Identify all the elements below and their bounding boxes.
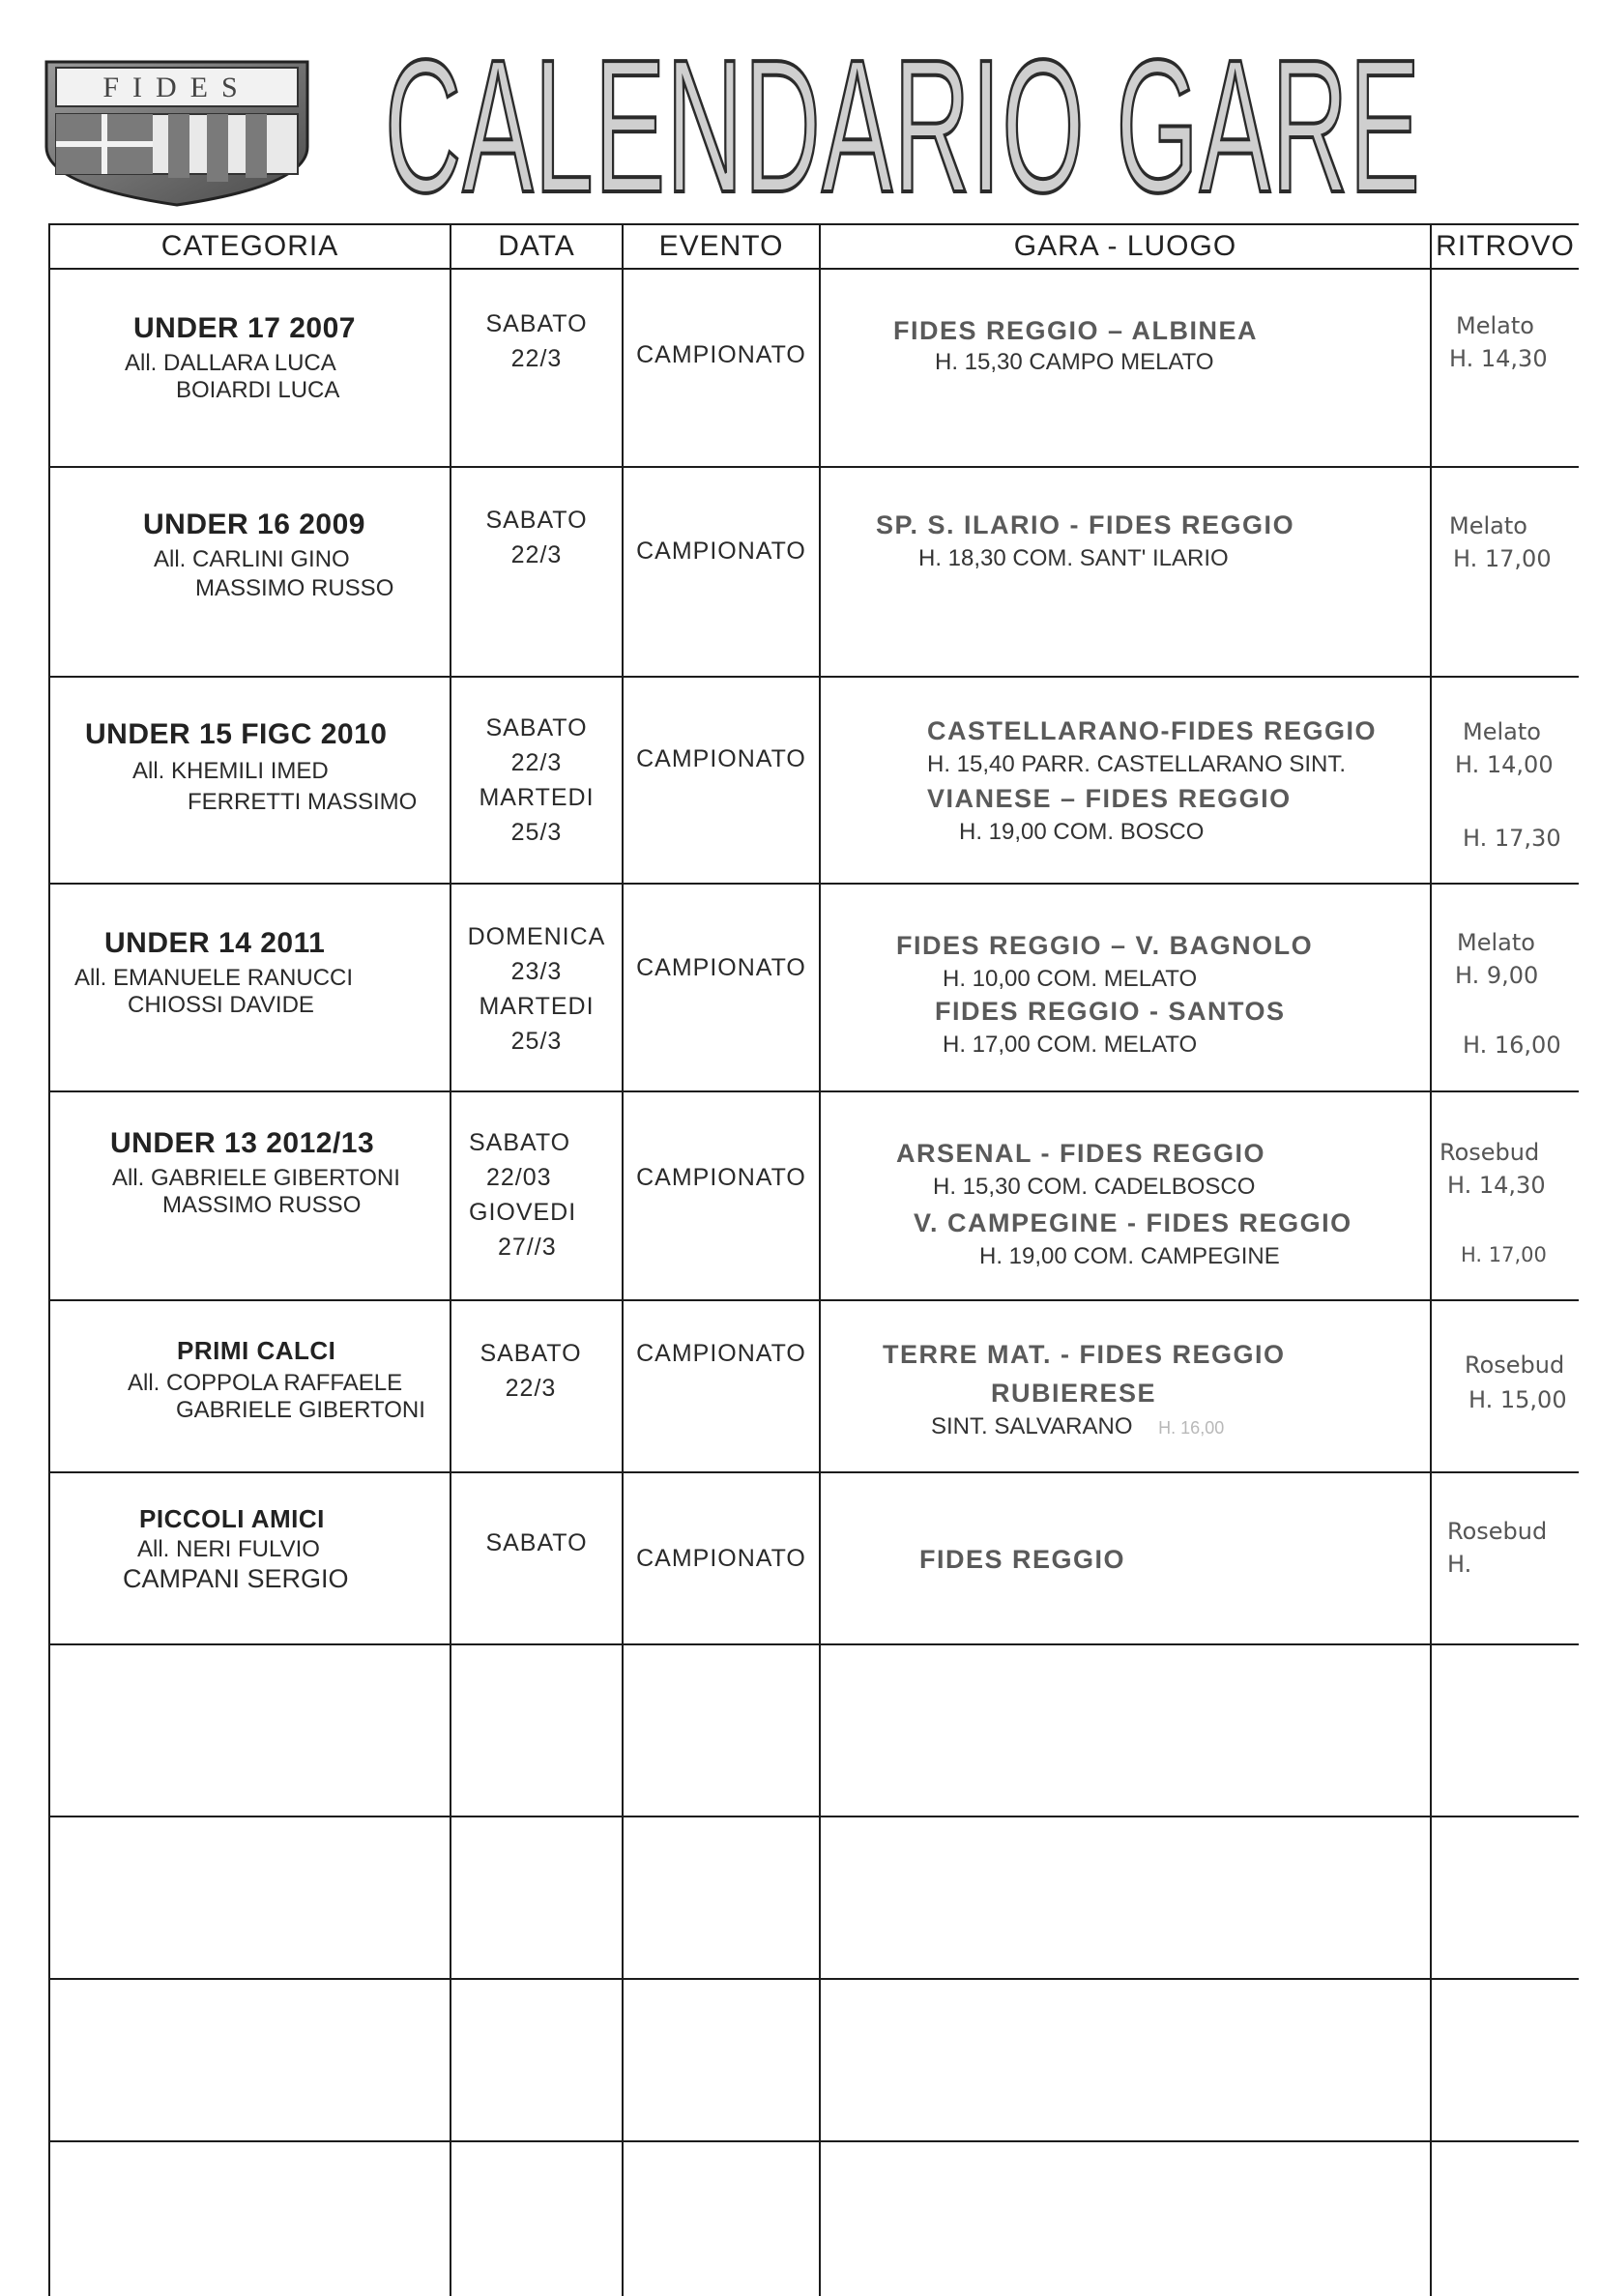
empty-cell xyxy=(1431,1816,1579,1979)
coach-line: MASSIMO RUSSO xyxy=(195,575,394,601)
match-cell xyxy=(820,467,1431,677)
empty-cell xyxy=(49,2141,451,2296)
event-cell xyxy=(623,884,820,1091)
empty-cell xyxy=(1431,2141,1579,2296)
meeting-time: H. 14,00 xyxy=(1455,751,1554,778)
meeting-time: H. xyxy=(1447,1551,1472,1578)
meeting-time: H. 16,00 xyxy=(1463,1032,1561,1059)
table-row xyxy=(49,1300,1579,1472)
empty-cell xyxy=(451,1816,623,1979)
date-value: 22/3 xyxy=(510,345,563,372)
category-cell xyxy=(49,467,451,677)
col-header-data: DATA xyxy=(451,224,623,269)
date-value: 22/3 xyxy=(510,541,563,568)
category-cell xyxy=(49,1472,451,1644)
category-cell xyxy=(49,1300,451,1472)
table-row xyxy=(49,1091,1579,1300)
match-detail: H. 18,30 COM. SANT' ILARIO xyxy=(918,545,1229,571)
meeting-place: Melato xyxy=(1449,512,1527,539)
category-cell xyxy=(49,1091,451,1300)
date-day: MARTEDI xyxy=(479,784,595,811)
empty-cell xyxy=(623,1816,820,1979)
event-label: CAMPIONATO xyxy=(636,1545,806,1572)
empty-cell xyxy=(49,1816,451,1979)
event-label: CAMPIONATO xyxy=(636,538,806,565)
event-cell xyxy=(623,269,820,467)
event-label: CAMPIONATO xyxy=(636,341,806,368)
date-value: 22/3 xyxy=(510,749,563,776)
event-cell xyxy=(623,1091,820,1300)
coach-line: GABRIELE GIBERTONI xyxy=(176,1397,425,1423)
match-title: SP. S. ILARIO - FIDES REGGIO xyxy=(876,510,1295,539)
meeting-place: Melato xyxy=(1463,718,1541,745)
match-cell xyxy=(820,269,1431,467)
match-title: TERRE MAT. - FIDES REGGIO xyxy=(883,1340,1286,1369)
coach-line: All. GABRIELE GIBERTONI xyxy=(112,1165,400,1191)
date-cell xyxy=(451,1091,623,1300)
header-row xyxy=(49,224,1579,269)
category-cell xyxy=(49,677,451,884)
coach-line: MASSIMO RUSSO xyxy=(162,1192,362,1218)
empty-cell xyxy=(1431,1644,1579,1816)
ritrovo-cell xyxy=(1431,884,1579,1091)
event-cell xyxy=(623,1472,820,1644)
meeting-time: H. 17,00 xyxy=(1453,545,1552,572)
col-header-gara-luogo: GARA - LUOGO xyxy=(820,224,1431,269)
date-value: 25/3 xyxy=(510,1028,563,1055)
date-value: 25/3 xyxy=(510,819,563,846)
empty-cell xyxy=(451,2141,623,2296)
meeting-time: H. 15,00 xyxy=(1468,1386,1567,1413)
meeting-place: Melato xyxy=(1456,312,1534,339)
ritrovo-cell xyxy=(1431,1472,1579,1644)
category-name: UNDER 17 2007 xyxy=(133,312,356,344)
event-cell xyxy=(623,1300,820,1472)
meeting-place: Melato xyxy=(1457,929,1535,956)
empty-row xyxy=(49,1979,1579,2141)
category-name: UNDER 13 2012/13 xyxy=(110,1127,375,1159)
match-detail: H. 15,30 COM. CADELBOSCO xyxy=(933,1174,1256,1200)
table-row xyxy=(49,884,1579,1091)
match-title: VIANESE – FIDES REGGIO xyxy=(927,784,1292,813)
match-cell xyxy=(820,1091,1431,1300)
col-header-evento: EVENTO xyxy=(623,224,820,269)
match-title: CASTELLARANO-FIDES REGGIO xyxy=(927,716,1378,745)
date-value: 22/3 xyxy=(505,1375,557,1402)
page-title: CALENDARIO GARE xyxy=(385,20,1421,232)
date-value: 23/3 xyxy=(510,958,563,985)
meeting-time: H. 17,30 xyxy=(1463,825,1561,852)
ritrovo-cell xyxy=(1431,1091,1579,1300)
date-day: SABATO xyxy=(485,1529,588,1556)
match-detail: H. 10,00 COM. MELATO xyxy=(943,966,1198,992)
coach-line: FERRETTI MASSIMO xyxy=(188,789,418,815)
empty-row xyxy=(49,1644,1579,1816)
match-detail: SINT. SALVARANO H. 16,00 xyxy=(931,1413,1225,1439)
meeting-time: H. 17,00 xyxy=(1461,1243,1547,1266)
table-row xyxy=(49,269,1579,467)
empty-cell xyxy=(49,1979,451,2141)
date-value: 27//3 xyxy=(498,1234,557,1261)
category-name: UNDER 14 2011 xyxy=(104,927,326,959)
coach-line: CHIOSSI DAVIDE xyxy=(128,992,314,1018)
date-value: 22/03 xyxy=(486,1164,552,1191)
coach-line: All. NERI FULVIO xyxy=(137,1536,320,1562)
category-name: PICCOLI AMICI xyxy=(139,1504,325,1533)
table-row xyxy=(49,677,1579,884)
meeting-time: H. 14,30 xyxy=(1447,1172,1546,1199)
event-label: CAMPIONATO xyxy=(636,954,806,981)
empty-cell xyxy=(820,1816,1431,1979)
ritrovo-cell xyxy=(1431,1300,1579,1472)
match-detail: H. 19,00 COM. CAMPEGINE xyxy=(979,1243,1280,1269)
coach-line: All. KHEMILI IMED xyxy=(132,758,329,784)
match-title: ARSENAL - FIDES REGGIO xyxy=(896,1139,1266,1168)
meeting-place: Rosebud xyxy=(1465,1351,1565,1379)
date-cell xyxy=(451,677,623,884)
empty-cell xyxy=(451,1979,623,2141)
empty-cell xyxy=(820,1644,1431,1816)
event-cell xyxy=(623,677,820,884)
match-title-line2: RUBIERESE xyxy=(991,1379,1157,1408)
coach-line: All. CARLINI GINO xyxy=(154,546,350,572)
empty-cell xyxy=(623,1979,820,2141)
coach-line: CAMPANI SERGIO xyxy=(123,1564,349,1593)
event-label: CAMPIONATO xyxy=(636,1164,806,1191)
logo-text: FIDES xyxy=(102,72,251,103)
category-name: UNDER 15 FIGC 2010 xyxy=(85,718,388,750)
date-day: SABATO xyxy=(485,714,588,741)
date-cell xyxy=(451,1300,623,1472)
col-header-ritrovo: RITROVO xyxy=(1431,224,1579,269)
date-cell xyxy=(451,1472,623,1644)
match-detail: H. 15,30 CAMPO MELATO xyxy=(935,349,1214,375)
date-day: SABATO xyxy=(469,1129,571,1156)
date-day: SABATO xyxy=(480,1340,582,1367)
coach-line: All. COPPOLA RAFFAELE xyxy=(128,1370,403,1396)
match-detail: H. 15,40 PARR. CASTELLARANO SINT. xyxy=(927,751,1347,777)
match-detail: H. 19,00 COM. BOSCO xyxy=(959,819,1205,845)
date-day: MARTEDI xyxy=(479,993,595,1020)
empty-row xyxy=(49,1816,1579,1979)
empty-row xyxy=(49,2141,1579,2296)
schedule-table xyxy=(48,223,1579,2296)
table-row xyxy=(49,467,1579,677)
date-cell xyxy=(451,467,623,677)
date-cell xyxy=(451,884,623,1091)
empty-cell xyxy=(623,2141,820,2296)
date-day: DOMENICA xyxy=(467,923,606,950)
meeting-place: Rosebud xyxy=(1439,1139,1540,1166)
meeting-time: H. 9,00 xyxy=(1455,962,1539,989)
coach-line: BOIARDI LUCA xyxy=(176,377,340,403)
match-title: FIDES REGGIO xyxy=(919,1545,1126,1574)
empty-cell xyxy=(820,2141,1431,2296)
empty-cell xyxy=(1431,1979,1579,2141)
club-logo xyxy=(43,58,311,207)
category-cell xyxy=(49,884,451,1091)
meeting-place: Rosebud xyxy=(1447,1518,1548,1545)
ritrovo-cell xyxy=(1431,677,1579,884)
match-cell xyxy=(820,677,1431,884)
event-cell xyxy=(623,467,820,677)
col-header-categoria: CATEGORIA xyxy=(49,224,451,269)
category-name: PRIMI CALCI xyxy=(177,1336,336,1365)
category-name: UNDER 16 2009 xyxy=(143,509,365,540)
date-day: SABATO xyxy=(485,310,588,337)
match-title: FIDES REGGIO – ALBINEA xyxy=(893,316,1259,345)
match-title: FIDES REGGIO – V. BAGNOLO xyxy=(896,931,1314,960)
match-title: FIDES REGGIO - SANTOS xyxy=(935,997,1286,1026)
empty-cell xyxy=(623,1644,820,1816)
meeting-time: H. 14,30 xyxy=(1449,345,1548,372)
match-cell xyxy=(820,1300,1431,1472)
empty-cell xyxy=(820,1979,1431,2141)
category-cell xyxy=(49,269,451,467)
match-title: V. CAMPEGINE - FIDES REGGIO xyxy=(914,1208,1352,1237)
coach-line: All. DALLARA LUCA xyxy=(125,350,336,376)
empty-cell xyxy=(451,1644,623,1816)
ritrovo-cell xyxy=(1431,269,1579,467)
empty-cell xyxy=(49,1644,451,1816)
match-cell xyxy=(820,1472,1431,1644)
match-time-faint: H. 16,00 xyxy=(1158,1418,1225,1438)
date-cell xyxy=(451,269,623,467)
match-detail: H. 17,00 COM. MELATO xyxy=(943,1032,1198,1058)
date-day: GIOVEDI xyxy=(469,1199,577,1226)
event-label: CAMPIONATO xyxy=(636,1340,806,1367)
event-label: CAMPIONATO xyxy=(636,745,806,772)
date-day: SABATO xyxy=(485,507,588,534)
coach-line: All. EMANUELE RANUCCI xyxy=(74,965,354,991)
match-cell xyxy=(820,884,1431,1091)
ritrovo-cell xyxy=(1431,467,1579,677)
table-row xyxy=(49,1472,1579,1644)
